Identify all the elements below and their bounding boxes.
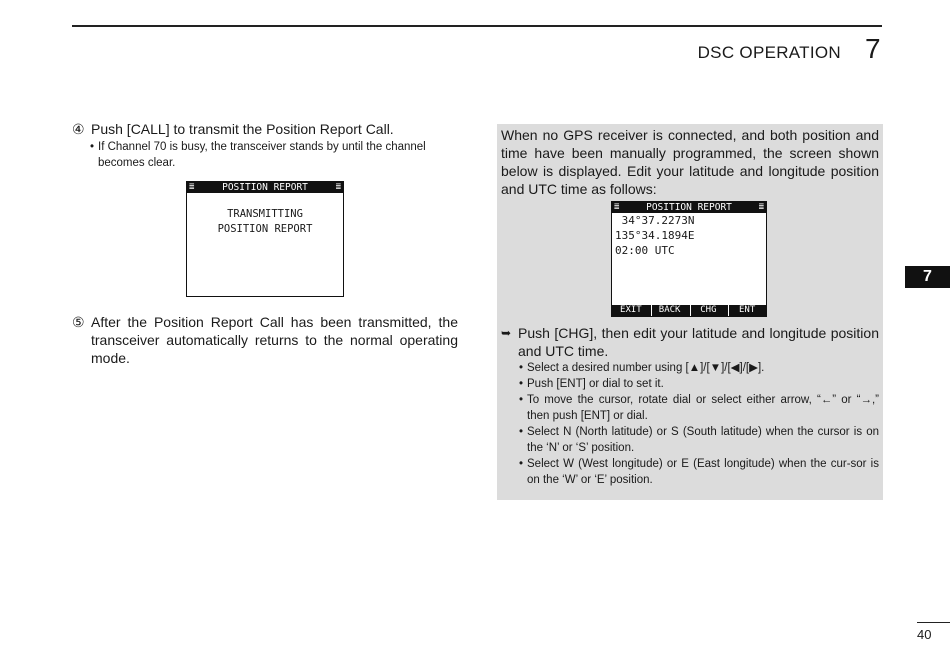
softkey-chg[interactable]: CHG: [690, 305, 727, 316]
bullet-item: • Select N (North latitude) or S (South latitude) when the cursor is on the ‘N’ or ‘S’ position.: [519, 426, 879, 454]
lcd-transmitting-screen: [186, 181, 344, 297]
softkey-back[interactable]: BACK: [651, 305, 688, 316]
bullet-item: • To move the cursor, rotate dial or select either arrow, “←” or “→,” then push [ENT] or dial.: [519, 394, 879, 422]
left-column-lower: [72, 313, 458, 367]
softkey-ent[interactable]: ENT: [728, 305, 765, 316]
menu-icon: ≣: [335, 182, 341, 192]
bullet-text: If Channel 70 is busy, the transceiver stands by until the channel becomes clear.: [98, 141, 426, 169]
lcd-title: POSITION REPORT: [646, 202, 732, 213]
step-text: Push [CALL] to transmit the Position Report Call.: [91, 121, 394, 137]
step-4-bullet: • If Channel 70 is busy, the transceiver stands by until the channel becomes clear.: [90, 141, 426, 169]
lcd-title-bar: [612, 202, 766, 213]
gps-note-box: [497, 124, 883, 500]
bullet-item: • Select a desired number using [▲]/[▼]/[◀]/[▶].: [519, 362, 765, 374]
section-title: DSC OPERATION: [697, 43, 841, 62]
step-number: ④: [72, 121, 85, 137]
page-number: 40: [917, 627, 932, 642]
chapter-number: 7: [865, 33, 881, 64]
step-4: [72, 120, 458, 138]
lcd-position-screen: [611, 201, 767, 317]
chapter-side-tab: 7: [905, 266, 950, 288]
softkey-exit[interactable]: EXIT: [620, 305, 642, 315]
chg-step-main: [501, 324, 879, 360]
step-number: ⑤: [72, 314, 85, 330]
header-rule: [72, 25, 882, 27]
longitude: 135°34.1894E: [615, 229, 695, 242]
step-5: [72, 313, 458, 367]
bullet-item: • Push [ENT] or dial to set it.: [519, 378, 664, 390]
menu-icon: ≣: [189, 182, 195, 192]
chg-step: [501, 324, 879, 488]
menu-icon: ≣: [614, 202, 620, 212]
menu-icon: ≣: [758, 202, 764, 212]
step-text: Push [CHG], then edit your latitude and longitude position and UTC time.: [518, 325, 879, 359]
lcd-message: TRANSMITTING POSITION REPORT: [217, 208, 313, 235]
step-text: After the Position Report Call has been transmitted, the transceiver automatically returns to the normal operating mode.: [91, 314, 458, 366]
page-number-rule: [917, 622, 950, 623]
lcd-title: POSITION REPORT: [222, 182, 308, 193]
latitude: 34°37.2273N: [615, 214, 695, 227]
bullet-item: • Select W (West longitude) or E (East longitude) when the cur-sor is on the ‘W’ or ‘E’ position.: [519, 458, 879, 486]
intro-text: When no GPS receiver is connected, and both position and time have been manually programmed, the screen shown below is displayed. Edit your latitude and longitude position and UTC time as follows:: [501, 127, 879, 197]
arrow-icon: ➥: [501, 326, 512, 340]
left-column: [72, 120, 458, 171]
softkey-bar: [612, 305, 766, 316]
lcd-title-bar: [187, 182, 343, 193]
utc-time: 02:00 UTC: [615, 244, 675, 257]
